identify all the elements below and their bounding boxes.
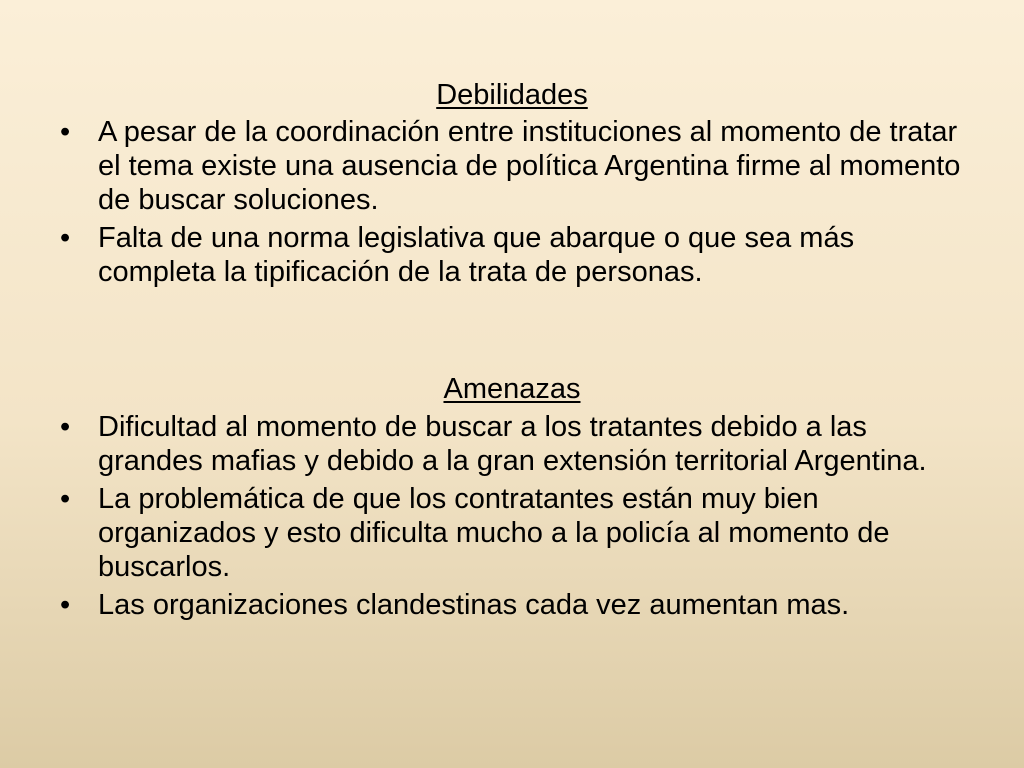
bullet-icon: • [60, 589, 71, 621]
list-item [56, 410, 976, 478]
bullet-icon: • [60, 483, 71, 515]
list-item [56, 588, 976, 622]
list-item-text: Falta de una norma legislativa que abarque o que sea más completa la tipificación de la trata de personas. [98, 222, 855, 288]
list-item [56, 115, 976, 217]
list-item [56, 221, 976, 289]
bullet-icon: • [60, 411, 71, 443]
section-heading-debilidades: Debilidades [436, 79, 588, 111]
bullet-list-debilidades [56, 115, 976, 293]
list-item [56, 482, 976, 584]
bullet-icon: • [60, 222, 71, 254]
list-item-text: La problemática de que los contratantes están muy bien organizados y esto dificulta mucho a la policía al momento de buscarlos. [98, 483, 890, 583]
list-item-text: Dificultad al momento de buscar a los tratantes debido a las grandes mafias y debido a la gran extensión territorial Argentina. [98, 411, 927, 477]
section-heading-amenazas: Amenazas [443, 373, 581, 405]
bullet-list-amenazas [56, 410, 976, 626]
list-item-text: A pesar de la coordinación entre instituciones al momento de tratar el tema existe una ausencia de política Argentina firme al momento de buscar soluciones. [98, 116, 961, 216]
bullet-icon: • [60, 116, 71, 148]
list-item-text: Las organizaciones clandestinas cada vez aumentan mas. [98, 589, 850, 621]
